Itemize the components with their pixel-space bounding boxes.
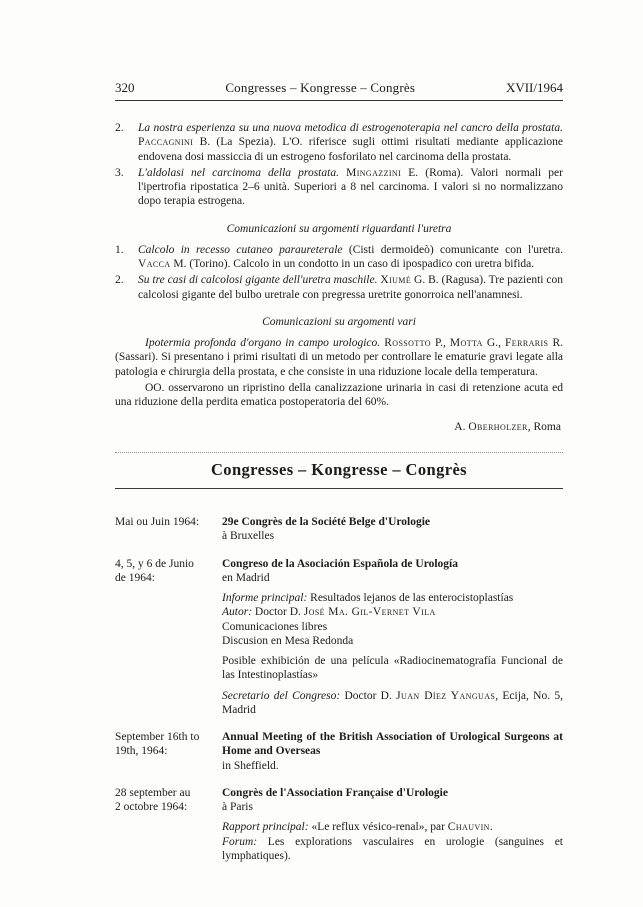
detail-block: in Sheffield.: [222, 759, 279, 772]
running-head: [115, 80, 563, 101]
item-body: L'aldolasi nel carcinoma della prostata. Mingazzini E. (Roma). Valori normali per l'ipertrofia ripostatica 2–6 unità. Superiori a 8 nel carcinoma. I valori si no normalizzano dopo terapia estrogena.: [138, 166, 563, 208]
item-body: Calcolo in recesso cutaneo paraureterale (Cisti dermoideò) comunicante con l'uretra. Vacca M. (Torino). Calcolo in un condotto in un caso di ipospadico con uretra bifida.: [138, 243, 563, 271]
entry-date: 4, 5, y 6 de Junio de 1964:: [115, 557, 194, 584]
abstract-item: [115, 121, 563, 164]
entry-date: Mai ou Juin 1964:: [115, 516, 200, 529]
item-number: 2.: [115, 122, 124, 135]
congress-entry: [115, 515, 563, 544]
page-number: 320: [115, 80, 135, 95]
congress-entry: [115, 730, 563, 773]
abstract-item: [115, 273, 563, 302]
detail-block: Comunicaciones libres: [222, 620, 328, 633]
congress-entries: [115, 515, 563, 863]
detail-block: Forum: Les explorations vasculaires en urologie (sanguines et lymphatiques).: [222, 835, 563, 862]
abstract-paragraph: Ipotermia profonda d'organo in campo urologico. Rossotto P., Motta G., Ferraris R. (Sassari). Si presentano i primi risultati di un metodo per controllare le ematurie gravi legate alla patologia e chirurgia della prostata, e che consiste in una riduzione locale della temperatura.: [115, 337, 564, 378]
running-head-title: Congresses – Kongresse – Congrès: [225, 80, 416, 95]
subsection-heading-vari: Comunicazioni su argomenti vari: [262, 315, 416, 328]
entry-details: [222, 515, 563, 544]
detail-block: Autor: Doctor D. José Ma. Gil-Vernet Vila: [222, 606, 436, 619]
subsection-heading-uretra: Comunicazioni su argomenti riguardanti l'uretra: [226, 222, 452, 235]
entry-details: [222, 786, 563, 863]
item-number: 2.: [115, 274, 124, 287]
detail-block: Discusion en Mesa Redonda: [222, 634, 354, 647]
author-signature: A. Oberholzer, Roma: [454, 421, 561, 434]
detail-block: Informe principal: Resultados lejanos de las enterocistoplastías: [222, 592, 514, 605]
congress-entry: [115, 557, 563, 718]
entry-details: [222, 730, 563, 773]
detail-block: Annual Meeting of the British Association of Urological Surgeons at Home and Overseas: [222, 731, 563, 758]
detail-block: à Paris: [222, 801, 253, 814]
issue-number: XVII/1964: [505, 80, 563, 95]
abstracts-section: [115, 121, 563, 435]
entry-date: 28 september au 2 octobre 1964:: [115, 786, 191, 814]
detail-block: Secretario del Congreso: Doctor D. Juan Díez Yanguas, Ecija, No. 5, Madrid: [222, 689, 563, 716]
congress-entry: [115, 786, 563, 863]
detail-block: Congrès de l'Association Française d'Urologie: [222, 786, 448, 799]
detail-block: 29e Congrès de la Société Belge d'Urologie: [222, 516, 431, 529]
bottom-rule: [115, 488, 563, 489]
item-number: 3.: [115, 166, 124, 179]
entry-details: [222, 557, 563, 718]
detail-block: en Madrid: [222, 571, 270, 584]
item-body: La nostra esperienza su una nuova metodica di estrogenoterapia nel cancro della prostata. Paccagnini B. (La Spezia). L'O. riferisce sugli ottimi risultati mediante applicazione endovena dosi massiccia di un estrogeno fosforilato nel carcinoma della prostata.: [138, 122, 563, 163]
item-number: 1.: [115, 243, 124, 256]
item-body: Su tre casi di calcolosi gigante dell'uretra maschile. Xiumé G. B. (Ragusa). Tre pazienti con calcolosi gigante del bulbo uretrale con pregressa uretrite gonorroica nell'anamnesi.: [138, 274, 563, 301]
abstract-paragraph: OO. osservarono un ripristino della canalizzazione urinaria in casi di retenzione acuta ed una riduzione della perdita ematica postoperatoria del 60%.: [115, 381, 563, 409]
detail-block: Rapport principal: «Le reflux vésico-renal», par Chauvin.: [222, 821, 493, 834]
detail-block: Congreso de la Asociación Española de Urología: [222, 557, 458, 570]
abstract-item: [115, 166, 563, 209]
congress-section-heading: Congresses – Kongresse – Congrès: [210, 459, 467, 479]
congress-heading-block: [115, 452, 563, 489]
detail-block: Posible exhibición de una película «Radiocinematografía Funcional de las Intestinoplastías»: [222, 655, 563, 682]
abstract-item: [115, 243, 563, 272]
entry-date: September 16th to 19th, 1964:: [115, 731, 200, 758]
detail-block: à Bruxelles: [222, 530, 275, 543]
